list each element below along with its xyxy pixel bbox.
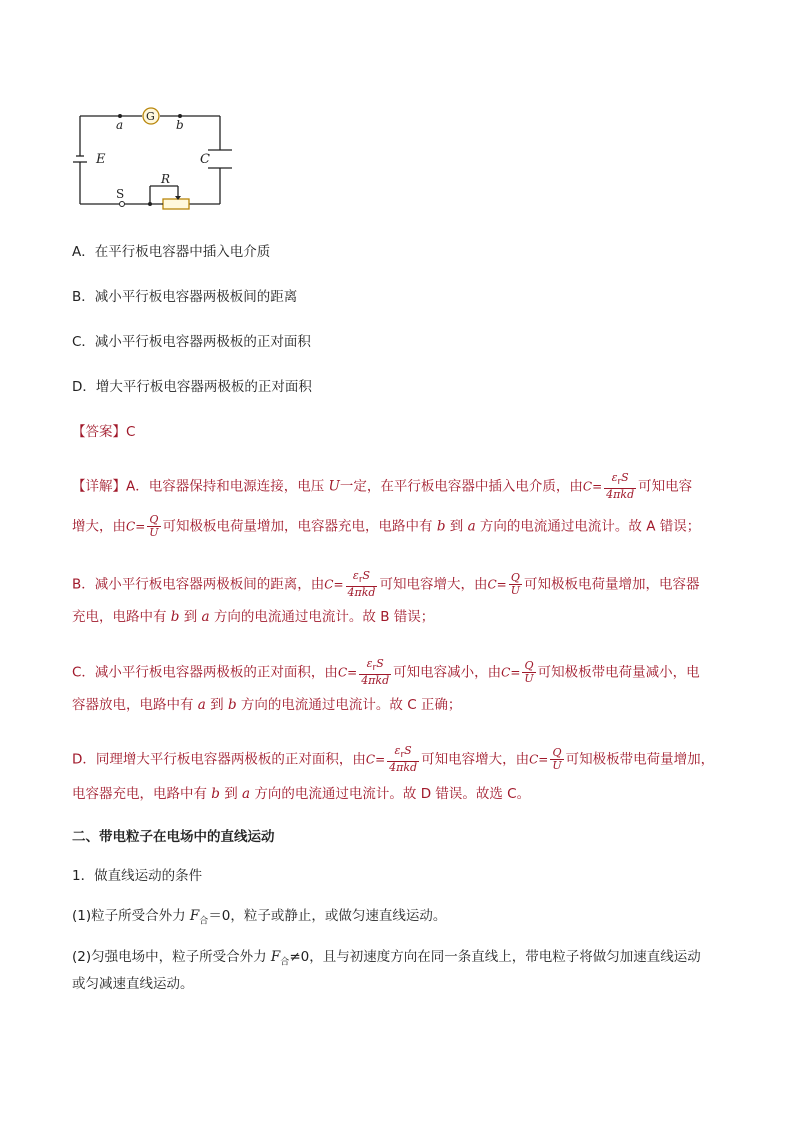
text: A．电容器保持和电源连接，电压 — [126, 478, 329, 495]
label-E: E — [96, 152, 106, 167]
detail-c-line2 — [72, 695, 461, 715]
fraction-q-u: $\frac{Q}{U}$ — [524, 659, 534, 686]
detail-d-line2 — [72, 784, 530, 804]
formula-c-q-u: C= — [501, 665, 521, 680]
text: C．减小平行板电容器两极板的正对面积，由 — [72, 664, 338, 681]
option-b: B．减小平行板电容器两极板间的距离 — [72, 289, 298, 305]
text: 可知电容增大，由 — [379, 576, 488, 593]
var-a: a — [467, 518, 476, 535]
detail-tag: 【详解】 — [72, 478, 126, 495]
text: (2)匀强电场中，粒子所受合外力 — [72, 949, 271, 965]
text: ≠0，且与初速度方向在同一条直线上，带电粒子将做匀加速直线运动 — [289, 949, 701, 965]
fraction-eps-s-4pikd: $\frac{\varepsilon_rS}{\text{4πkd}}$ — [347, 569, 376, 600]
text: 方向的电流通过电流计。故 B 错误； — [209, 609, 435, 625]
text: 方向的电流通过电流计。故 D 错误。故选 C。 — [250, 786, 531, 802]
option-c: C．减小平行板电容器两极板的正对面积 — [72, 334, 311, 350]
section-sub1: 1．做直线运动的条件 — [72, 868, 203, 884]
answer-value: C — [126, 424, 136, 440]
sub-he: 合 — [280, 957, 290, 968]
var-u: U — [328, 478, 340, 495]
label-b: b — [176, 118, 184, 132]
formula-c-q-u: C= — [487, 577, 507, 592]
text: B．减小平行板电容器两极板间的距离，由 — [72, 576, 325, 593]
var-a: a — [197, 697, 206, 713]
text: 一定，在平行板电容器中插入电介质，由 — [339, 478, 583, 495]
fraction-eps-s-4pikd: $\frac{\varepsilon_rS}{\text{4πkd}}$ — [606, 471, 635, 502]
text: 可知极板电荷量增加，电容器充电，电路中有 — [162, 518, 437, 535]
var-f: F — [270, 949, 281, 965]
text: 到 — [445, 518, 468, 535]
detail-a-line1 — [72, 472, 692, 501]
text: 充电，电路中有 — [72, 609, 171, 625]
formula-capacitance: C= — [365, 752, 386, 767]
fraction-q-u: $\frac{Q}{U}$ — [510, 571, 520, 598]
text: (1)粒子所受合外力 — [72, 908, 190, 924]
option-a: A．在平行板电容器中插入电介质 — [72, 244, 271, 260]
text: 增大，由 — [72, 518, 126, 535]
circuit-diagram — [70, 100, 240, 215]
fraction-eps-s-4pikd: $\frac{\varepsilon_rS}{\text{4πkd}}$ — [361, 657, 390, 688]
formula-c-q-u: C= — [126, 519, 146, 534]
text: ＝0，粒子或静止，或做匀速直线运动。 — [208, 908, 447, 924]
section-p3: 或匀减速直线运动。 — [72, 976, 194, 992]
detail-b-line1 — [72, 570, 699, 599]
fraction-eps-s-4pikd: $\frac{\varepsilon_rS}{\text{4πkd}}$ — [389, 744, 418, 775]
var-a: a — [242, 786, 251, 802]
formula-c-q-u: C= — [529, 752, 549, 767]
var-b: b — [211, 786, 220, 802]
sub-he: 合 — [199, 916, 209, 927]
section-p2 — [72, 947, 701, 973]
text: 到 — [219, 786, 243, 802]
formula-capacitance: C= — [582, 479, 603, 494]
text: 可知电容减小，由 — [393, 664, 502, 681]
fraction-q-u: $\frac{Q}{U}$ — [552, 746, 562, 773]
text: 方向的电流通过电流计。故 A 错误； — [475, 518, 701, 535]
detail-a-line2 — [72, 514, 700, 539]
text: 可知极板带电荷量增加， — [565, 751, 715, 768]
formula-capacitance: C= — [337, 665, 358, 680]
detail-c-line1 — [72, 658, 700, 687]
section-heading: 二、带电粒子在电场中的直线运动 — [72, 829, 275, 845]
text: 电容器充电，电路中有 — [72, 786, 212, 802]
label-S: S — [116, 187, 125, 201]
text: 可知极板电荷量增加，电容器 — [523, 576, 700, 593]
label-R: R — [161, 172, 171, 186]
answer-tag: 【答案】 — [72, 424, 126, 440]
label-a: a — [116, 118, 124, 132]
text: 可知极板带电荷量减小，电 — [537, 664, 700, 681]
text: 方向的电流通过电流计。故 C 正确； — [236, 697, 462, 713]
label-G: G — [146, 110, 155, 123]
text: 容器放电，电路中有 — [72, 697, 198, 713]
detail-d-line1 — [72, 745, 714, 774]
answer-line — [72, 422, 135, 442]
text: 到 — [179, 609, 202, 625]
text: D．同理增大平行板电容器两极板的正对面积，由 — [72, 751, 366, 768]
var-f: F — [189, 908, 200, 924]
detail-b-line2 — [72, 607, 434, 627]
formula-capacitance: C= — [324, 577, 344, 592]
option-d: D．增大平行板电容器两极板的正对面积 — [72, 379, 312, 395]
var-a: a — [201, 609, 210, 625]
label-C: C — [200, 152, 210, 167]
text: 到 — [205, 697, 228, 713]
fraction-q-u: $\frac{Q}{U}$ — [149, 513, 159, 539]
text: 可知电容增大，由 — [421, 751, 530, 768]
var-b: b — [227, 697, 237, 713]
var-b: b — [170, 609, 180, 625]
section-p1 — [72, 906, 446, 932]
var-b: b — [436, 518, 446, 535]
text: 可知电容 — [638, 478, 693, 495]
